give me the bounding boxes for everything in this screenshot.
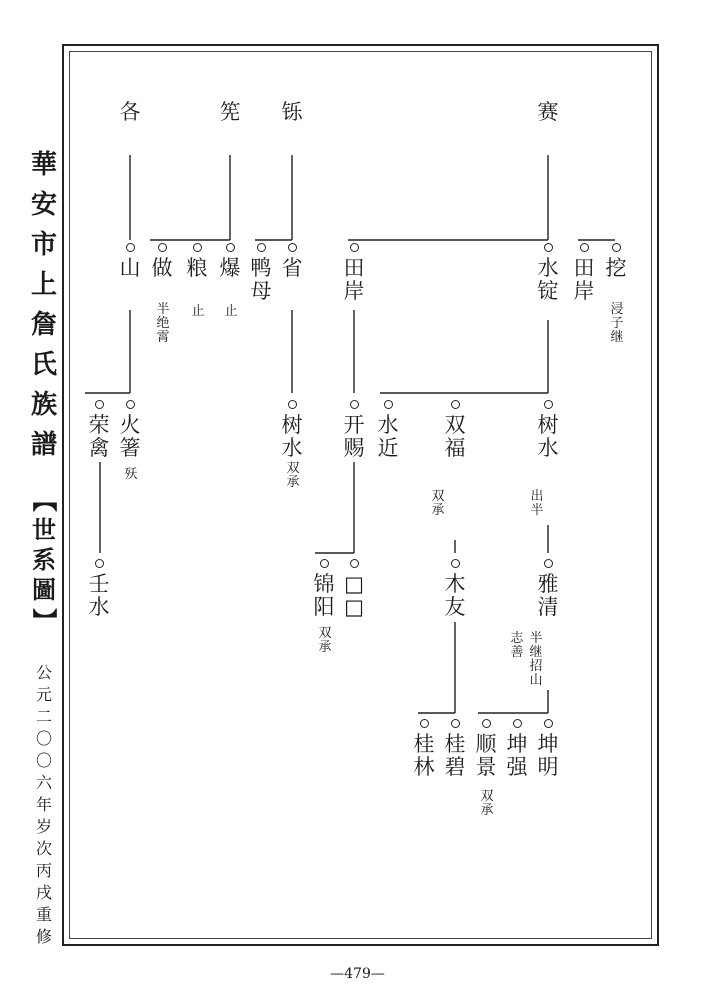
person-marker	[350, 400, 359, 409]
person-marker	[580, 243, 589, 252]
person-marker	[544, 559, 553, 568]
person-huozhu: 火 箸	[119, 413, 141, 460]
person-unknown: □ □	[344, 572, 364, 619]
person-yamu: 鸭 母	[250, 256, 272, 303]
note-shuang-cheng: 双 承	[286, 461, 300, 490]
person-renshui: 壬 水	[88, 572, 110, 619]
person-sheng: 省	[281, 256, 303, 280]
note-yao: 殀	[124, 467, 138, 482]
person-guibi: 桂 碧	[444, 732, 466, 779]
person-shunjing: 顺 景	[475, 732, 497, 779]
person-shuiding: 水 锭	[537, 256, 559, 303]
person-marker	[544, 400, 553, 409]
person-marker	[126, 243, 135, 252]
note-zhi-shan: 志 善	[510, 631, 524, 660]
note-jin-zi-ji: 浸 子 继	[610, 302, 624, 345]
person-guilin: 桂 林	[413, 732, 435, 779]
person-marker	[544, 719, 553, 728]
person-rongqin: 荣 禽	[88, 413, 110, 460]
person-shushui: 树 水	[281, 413, 303, 460]
person-marker	[544, 243, 553, 252]
person-marker	[320, 559, 329, 568]
person-liang: 粮	[186, 256, 208, 280]
note-ban-ji-zhao-shan: 半 继 招 山	[529, 631, 543, 688]
person-marker	[513, 719, 522, 728]
person-kunming: 坤 明	[537, 732, 559, 779]
person-marker	[288, 400, 297, 409]
person-zuo: 做	[151, 256, 173, 280]
person-marker	[126, 400, 135, 409]
person-shan: 山	[119, 256, 141, 280]
person-marker	[451, 559, 460, 568]
person-marker	[95, 400, 104, 409]
person-shuangfu: 双 福	[444, 413, 466, 460]
page-number: —479—	[330, 966, 385, 982]
person-jinyang: 锦 阳	[313, 572, 335, 619]
person-bao: 爆	[219, 256, 241, 280]
person-shuijin: 水 近	[377, 413, 399, 460]
person-marker	[612, 243, 621, 252]
note-chu-ban: 出 半	[530, 489, 544, 518]
person-marker	[193, 243, 202, 252]
person-wa: 挖	[605, 256, 627, 280]
person-marker	[226, 243, 235, 252]
note-shuang-cheng: 双 承	[480, 789, 494, 818]
person-marker	[350, 243, 359, 252]
person-marker	[451, 400, 460, 409]
person-yaqing: 雅 清	[537, 572, 559, 619]
person-kunqiang: 坤 强	[506, 732, 528, 779]
person-tianan: 田 岸	[343, 256, 365, 303]
section-label: 【 世 系 圖 】	[30, 488, 59, 632]
person-muyou: 木 友	[444, 572, 466, 619]
person-marker	[95, 559, 104, 568]
note-liang-zhi: 止	[191, 304, 205, 319]
person-marker	[451, 719, 460, 728]
gen-name-xian: 筅	[219, 100, 241, 124]
person-shushui-2: 树 水	[537, 413, 559, 460]
person-marker	[257, 243, 266, 252]
person-marker	[384, 400, 393, 409]
gen-name-ge: 各	[119, 100, 141, 124]
person-kaici: 开 赐	[343, 413, 365, 460]
gen-name-sai: 赛	[537, 100, 559, 124]
note-bao-zhi: 止	[224, 304, 238, 319]
revision-date: 公 元 二 〇 〇 六 年 岁 次 丙 戌 重 修	[35, 663, 52, 946]
person-marker	[350, 559, 359, 568]
person-tianan-2: 田 岸	[573, 256, 595, 303]
person-marker	[158, 243, 167, 252]
genealogy-book-title: 華 安 市 上 詹 氏 族 譜	[30, 150, 57, 460]
note-shuang-cheng: 双 承	[431, 489, 445, 518]
person-marker	[482, 719, 491, 728]
note-ban-jue-xiao: 半 绝 霄	[156, 302, 170, 345]
note-shuang-cheng: 双 承	[318, 626, 332, 655]
gen-name-shuo: 铄	[281, 100, 303, 124]
person-marker	[288, 243, 297, 252]
person-marker	[420, 719, 429, 728]
